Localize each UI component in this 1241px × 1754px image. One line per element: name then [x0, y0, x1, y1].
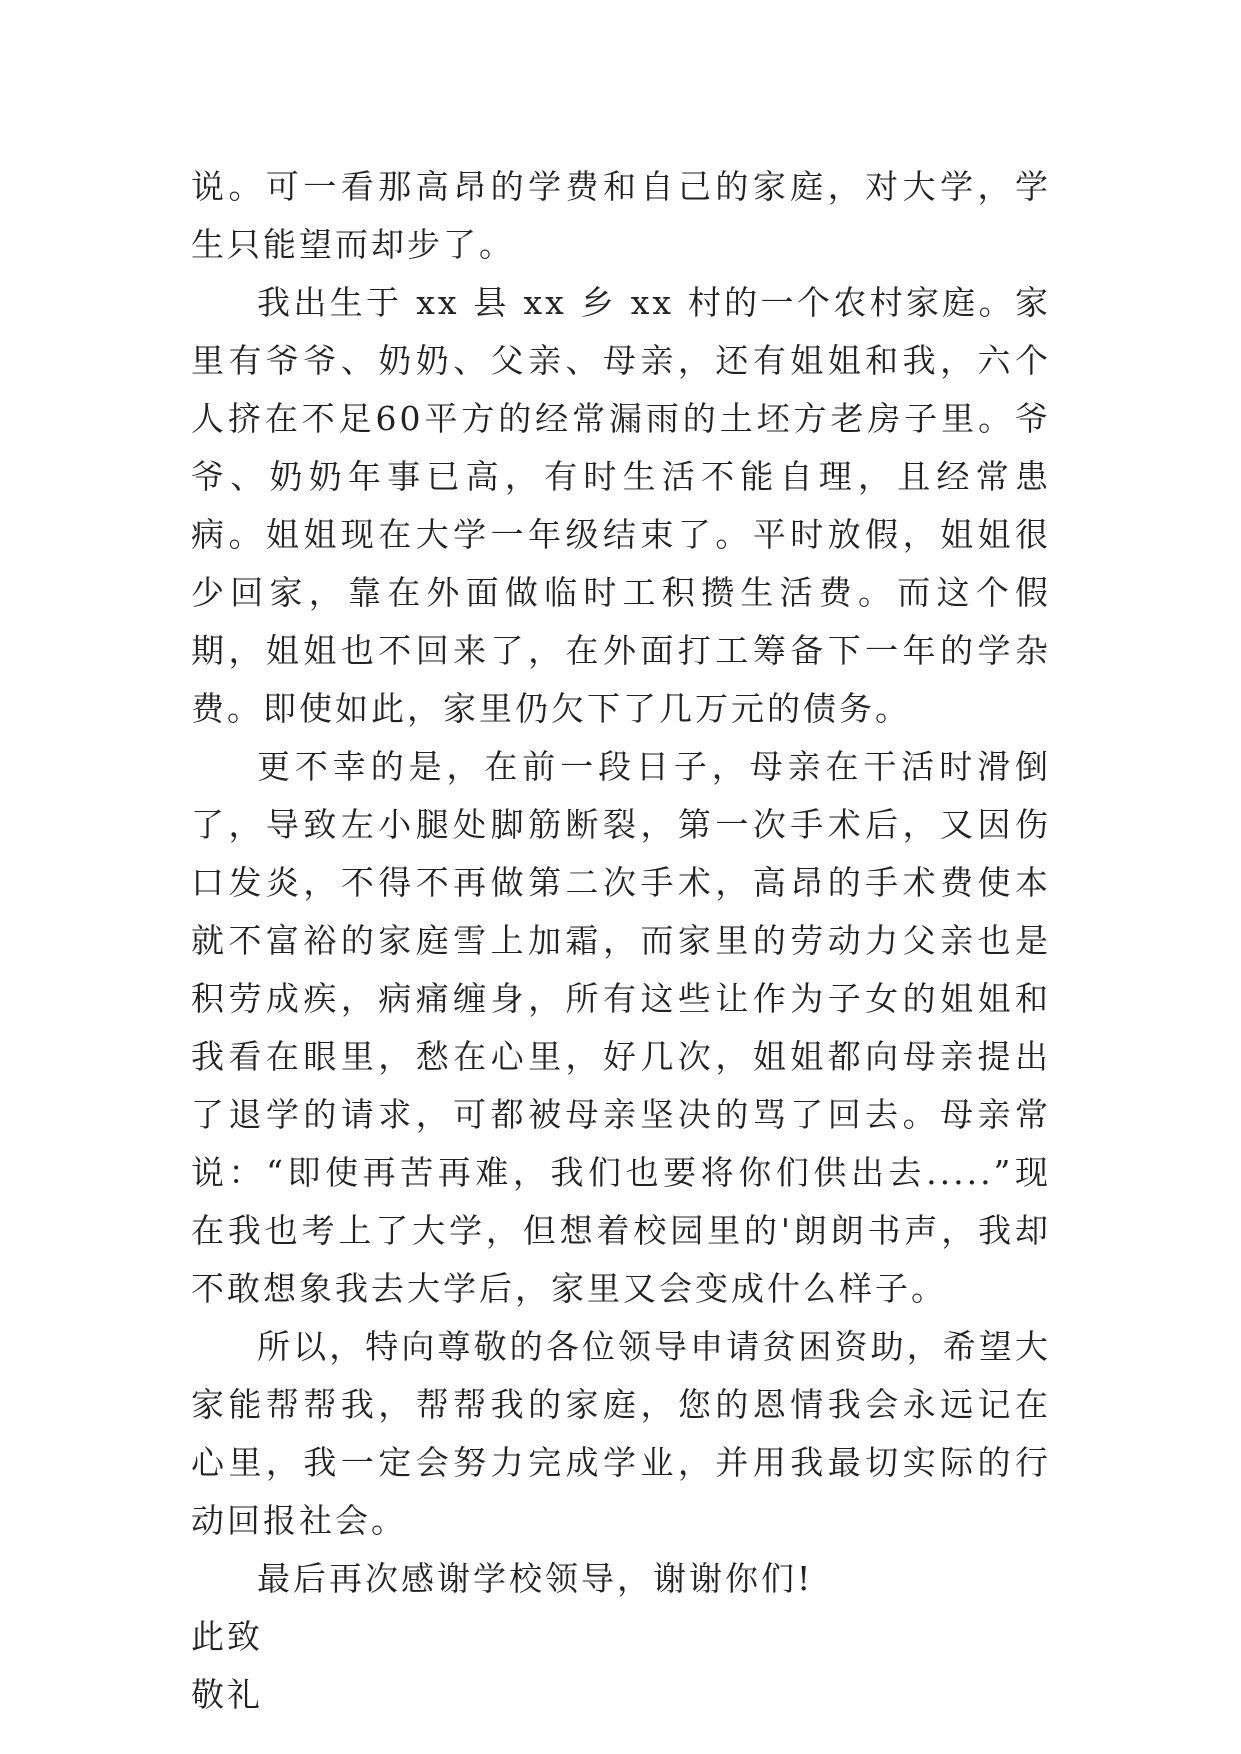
paragraph-family-background: 我出生于 xx 县 xx 乡 xx 村的一个农村家庭。家里有爷爷、奶奶、父亲、母亲，还有姐姐和我，六个人挤在不足60平方的经常漏雨的土坯方老房子里。爷爷、奶奶年事已高，有时生活不能自理，且经常患病。姐姐现在大学一年级结束了。平时放假，姐姐很少回家，靠在外面做临时工积攒生活费。而这个假期，姐姐也不回来了，在外面打工筹备下一年的学杂费。即使如此，家里仍欠下了几万元的债务。 [191, 283, 1051, 728]
closing-jingli: 敬礼 [191, 1675, 263, 1714]
paragraph-continuation: 说。可一看那高昂的学费和自己的家庭，对大学，学生只能望而却步了。 [191, 167, 1051, 264]
letter-body [191, 158, 1051, 1724]
paragraph-mother-injury: 更不幸的是，在前一段日子，母亲在干活时滑倒了，导致左小腿处脚筋断裂，第一次手术后，又因伤口发炎，不得不再做第二次手术，高昂的手术费使本就不富裕的家庭雪上加霜，而家里的劳动力父亲也是积劳成疾，病痛缠身，所有这些让作为子女的姐姐和我看在眼里，愁在心里，好几次，姐姐都向母亲提出了退学的请求，可都被母亲坚决的骂了回去。母亲常说：“即使再苦再难，我们也要将你们供出去.....”现在我也考上了大学，但想着校园里的'朗朗书声，我却不敢想象我去大学后，家里又会变成什么样子。 [191, 747, 1051, 1308]
closing-cizhi: 此致 [191, 1617, 263, 1656]
paragraph-thanks: 最后再次感谢学校领导，谢谢你们! [257, 1559, 814, 1598]
paragraph-request: 所以，特向尊敬的各位领导申请贫困资助，希望大家能帮帮我，帮帮我的家庭，您的恩情我会永远记在心里，我一定会努力完成学业，并用我最切实际的行动回报社会。 [191, 1327, 1051, 1540]
